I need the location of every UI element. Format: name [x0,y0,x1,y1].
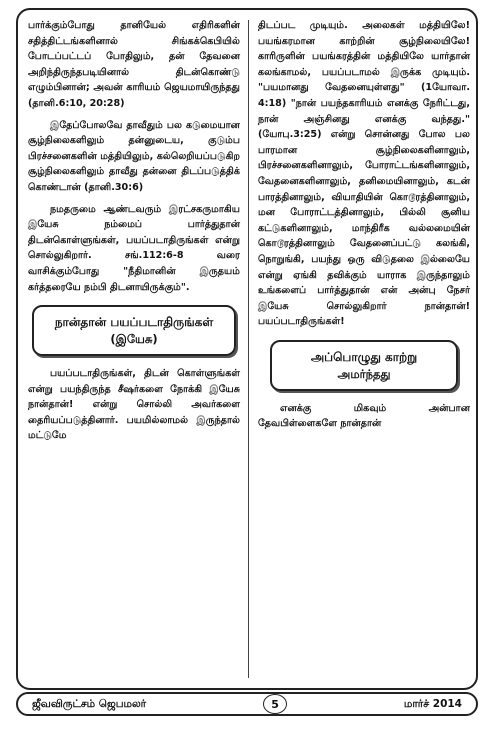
left-paragraph-4: பயப்படாதிருங்கள், திடன் கொள்ளுங்கள் என்று பயந்திருந்த சீஷர்களை நோக்கி இயேசு நான்தான்! என்று சொல்லி அவர்களை தைரியப்படுத்தினார். பயமில்லாமல் இருந்தால் மட்டுமே [28,368,240,442]
left-section-heading [32,305,236,356]
page-frame [16,8,478,690]
magazine-name: ஜீவவிருட்சம் ஜெபமலர் [32,697,147,710]
left-column [28,18,240,680]
page-footer [16,692,478,716]
left-paragraph-1: பார்க்கும்போது தானியேல் எதிரிகளின் சதித்திட்டங்களினால் சிங்கக்கெபியில் போடப்பட்டப் போதிலும், தன் தேவனை அறிந்திருந்தபடியினால் திடன்கொண்டு எழும்பினான்; அவன் காரியம் ஜெயமாயிருந்தது (தானி.6:10, 20:28) [28,20,240,109]
right-paragraph-1: திடப்பட முடியும். அலைகள் மத்தியிலே! பயங்கரமான காற்றின் சூழ்நிலையிலே! காரிருளின் பயங்கரத்தின் மத்தியிலே யார்தான் கலங்காமல், பயப்படாமல் இருக்க முடியும். "பயமானது வேதனையுள்ளது" (1யோவா. 4:18) "நான் பயந்தகாரியம் எனக்கு நேரிட்டது, நான் அஞ்சினது எனக்கு வந்தது." (யோபு.3:25) என்று சொன்னது போல பல பாரமான சூழ்நிலைகளினாலும், பிரச்சனைகளினாலும், போராட்டங்களினாலும், வேதனைகளினாலும், தனிமையினாலும், கடன் பாரத்தினாலும், வியாதியின் கொடூரத்தினாலும், மன போராட்டத்தினாலும், பில்லி சூனிய கட்டுகளினாலும், மாந்திரீக வல்லமையின் கொடூரத்தினாலும் வேதனைப்பட்டு கலங்கி, நொறுங்கி, பயந்து ஒரு விடுதலை இல்லையே என்று ஏங்கி தவிக்கும் யாராக இருந்தாலும் உங்களைப் பார்த்துதான் என் அன்பு நேசர் இயேசு சொல்லுகிறார் நான்தான்! பயப்படாதிருங்கள்! [258,20,470,328]
page-number: 5 [263,694,287,714]
right-section-heading [270,340,458,391]
issue-date: மார்ச் 2014 [403,697,462,710]
left-paragraph-3: நமதருமை ஆண்டவரும் இரட்சகருமாகிய இயேசு நம்மைப் பார்த்துதான் திடன்கொள்ளுங்கள், பயப்படாதிருங்கள் என்று சொல்லுகிறார். சங்.112:6-8 வரை வாசிக்கும்போது "நீதிமானின் இருதயம் கர்த்தரையே நம்பி திடனாயிருக்கும்". [28,203,240,293]
right-column [258,18,470,680]
left-heading-line-2: (இயேசு) [110,332,158,347]
left-heading-line-1: நான்தான் பயப்படாதிருங்கள் [54,315,214,330]
left-paragraph-2: இதேப்போலவே தாவீதும் பல கடுமையான சூழ்நிலைகளிலும் தன்னுடைய, குடும்ப பிரச்சனைகளின் மத்தியிலும், கல்லெறியப்படுகிற சூழ்நிலைகளிலும் தாவீது தன்னை திடப்படுத்திக் கொண்டான் (தானி.30:6) [28,119,240,193]
right-heading-line-2: அமர்ந்தது [337,366,391,381]
column-divider [248,20,249,678]
right-heading-line-1: அப்பொழுது காற்று [310,349,418,364]
right-paragraph-2: எனக்கு மிகவும் அன்பான தேவபிள்ளைகளே நான்தான் [258,402,470,430]
